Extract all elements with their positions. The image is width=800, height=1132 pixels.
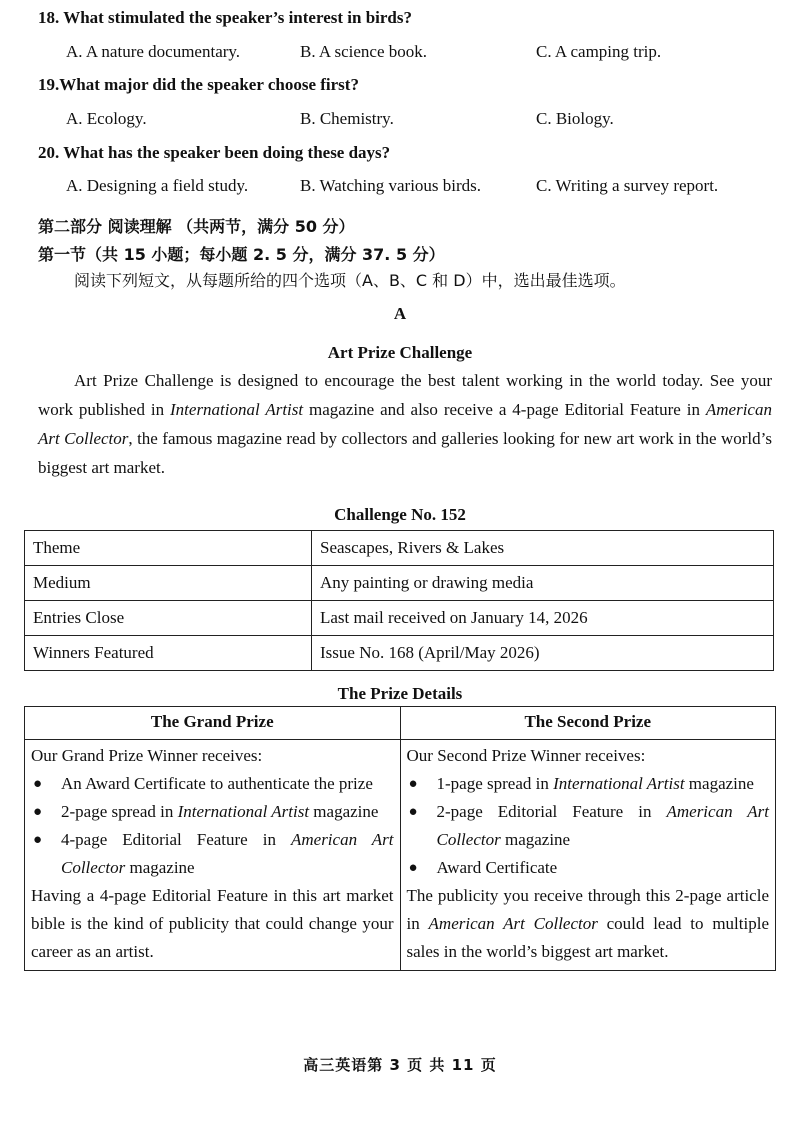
question-18-stem: 18. What stimulated the speaker’s interest in birds?	[38, 8, 412, 27]
table-row: Winners Featured Issue No. 168 (April/May 2026)	[25, 636, 774, 671]
grand-prize-cell: Our Grand Prize Winner receives: ● An Award Certificate to authenticate the prize ● 2-page spread in International Artist magazine ● 4-page Editorial Feature in American Art Collector magazine Having a 4-page Editorial Feature in this art market bible is the kind of publicity that could change your career as an artist.	[25, 740, 401, 971]
section-instruction: 阅读下列短文，从每题所给的四个选项（A、B、C 和 D）中，选出最佳选项。	[74, 271, 626, 290]
list-item: ● 1-page spread in International Artist magazine	[407, 770, 770, 798]
table-row: Entries Close Last mail received on January 14, 2026	[25, 601, 774, 636]
list-item: ● Award Certificate	[407, 854, 770, 882]
question-19-stem: 19.What major did the speaker choose first?	[38, 75, 359, 94]
list-item: ● An Award Certificate to authenticate the prize	[31, 770, 394, 798]
passage-title: Art Prize Challenge	[327, 343, 473, 362]
option-c: C. Writing a survey report.	[536, 176, 719, 195]
option-c: C. A camping trip.	[536, 42, 662, 61]
option-b: B. Watching various birds.	[300, 176, 482, 195]
table-row: Medium Any painting or drawing media	[25, 566, 774, 601]
challenge-table	[24, 530, 774, 671]
second-prize-cell: Our Second Prize Winner receives: ● 1-page spread in International Artist magazine ● 2-page Editorial Feature in American Art Collector magazine ● Award Certificate The publicity you receive through this 2-page article in American Art Collector could lead to multiple sales in the world’s biggest art market.	[400, 740, 776, 971]
magazine-name: American Art Collector	[38, 400, 772, 448]
option-a: A. A nature documentary.	[66, 42, 241, 61]
page-footer: 高三英语第 3 页 共 11 页	[303, 1056, 497, 1074]
question-19-options	[66, 109, 780, 133]
option-b: B. A science book.	[300, 42, 428, 61]
table-row: Theme Seascapes, Rivers & Lakes	[25, 531, 774, 566]
passage-letter: A	[393, 304, 407, 323]
list-item: ● 2-page Editorial Feature in American Art Collector magazine	[407, 798, 770, 854]
grand-prize-heading: The Grand Prize	[25, 707, 401, 740]
grand-prize-list	[31, 770, 394, 882]
option-a: A. Ecology.	[66, 109, 147, 128]
grand-prize-closing: Having a 4-page Editorial Feature in this art market bible is the kind of publicity that could change your career as an artist.	[31, 886, 394, 961]
second-prize-closing: The publicity you receive through this 2-page article in American Art Collector could lead to multiple sales in the world’s biggest art market.	[406, 886, 769, 961]
second-prize-heading: The Second Prize	[400, 707, 776, 740]
question-20-options	[66, 176, 780, 200]
option-b: B. Chemistry.	[300, 109, 394, 128]
section-subpart-heading: 第一节（共 15 小题；每小题 2. 5 分，满分 37. 5 分）	[38, 245, 445, 264]
option-a: A. Designing a field study.	[66, 176, 249, 195]
question-18-options	[66, 42, 780, 66]
challenge-title: Challenge No. 152	[334, 505, 466, 524]
passage-intro-paragraph: Art Prize Challenge is designed to encourage the best talent working in the world today. See your work published in International Artist magazine and also receive a 4-page Editorial Feature in American Art Collector, the famous magazine read by collectors and galleries looking for new art work in the world’s biggest art market.	[38, 371, 772, 477]
section-part-heading: 第二部分 阅读理解 （共两节，满分 50 分）	[38, 217, 355, 236]
prize-details-title: The Prize Details	[337, 684, 463, 703]
option-c: C. Biology.	[536, 109, 614, 128]
second-prize-list	[407, 770, 770, 882]
magazine-name: International Artist	[170, 400, 304, 419]
prize-details-table	[24, 706, 776, 971]
list-item: ● 4-page Editorial Feature in American Art Collector magazine	[31, 826, 394, 882]
question-20-stem: 20. What has the speaker been doing these days?	[38, 143, 391, 162]
list-item: ● 2-page spread in International Artist magazine	[31, 798, 394, 826]
